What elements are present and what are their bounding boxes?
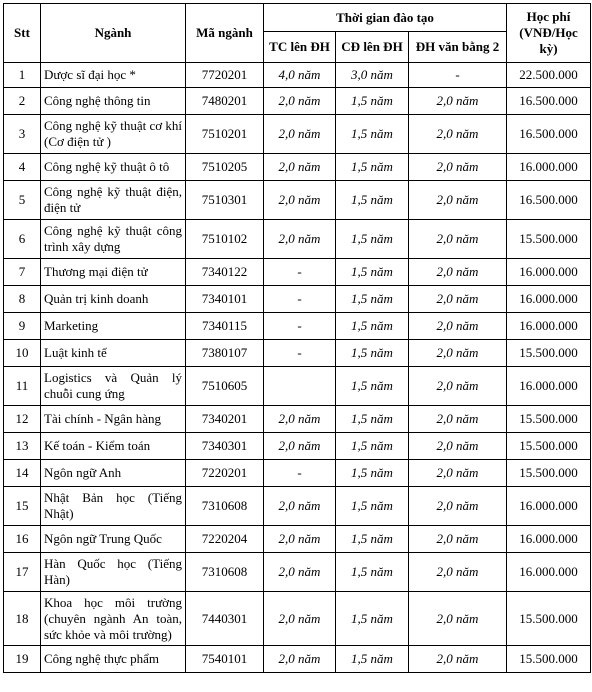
row-ma-nganh: 7340301 (186, 433, 264, 460)
row-ma-nganh: 7340122 (186, 259, 264, 286)
row-cd: 1,5 năm (336, 220, 409, 259)
row-hoc-phi: 15.500.000 (507, 433, 591, 460)
row-tc: 2,0 năm (264, 433, 336, 460)
row-nganh: Quản trị kinh doanh (41, 286, 186, 313)
table-row (4, 115, 591, 154)
table-row (4, 460, 591, 487)
row-nganh: Hàn Quốc học (Tiếng Hàn) (41, 553, 186, 592)
row-nganh: Khoa học môi trường (chuyên ngành An toàn, sức khỏe và môi trường) (41, 592, 186, 646)
row-tc: 2,0 năm (264, 487, 336, 526)
row-cd: 1,5 năm (336, 487, 409, 526)
row-stt: 1 (4, 63, 41, 88)
row-hoc-phi: 16.000.000 (507, 154, 591, 181)
header-hoc-phi: Học phí (VNĐ/Học kỳ) (507, 4, 591, 63)
tuition-table (3, 3, 591, 673)
row-tc: 2,0 năm (264, 115, 336, 154)
row-hoc-phi: 15.500.000 (507, 340, 591, 367)
row-ma-nganh: 7310608 (186, 553, 264, 592)
row-nganh: Kế toán - Kiểm toán (41, 433, 186, 460)
table-body (4, 63, 591, 673)
row-dh: - (409, 63, 507, 88)
table-row (4, 433, 591, 460)
row-hoc-phi: 16.000.000 (507, 286, 591, 313)
row-stt: 15 (4, 487, 41, 526)
row-hoc-phi: 15.500.000 (507, 406, 591, 433)
row-tc: - (264, 340, 336, 367)
header-tc: TC lên ĐH (264, 32, 336, 63)
header-dh: ĐH văn bằng 2 (409, 32, 507, 63)
row-nganh: Logistics và Quản lý chuỗi cung ứng (41, 367, 186, 406)
row-nganh: Nhật Bản học (Tiếng Nhật) (41, 487, 186, 526)
row-nganh: Công nghệ kỹ thuật công trình xây dựng (41, 220, 186, 259)
row-ma-nganh: 7480201 (186, 88, 264, 115)
row-nganh: Luật kinh tế (41, 340, 186, 367)
header-stt: Stt (4, 4, 41, 63)
row-cd: 1,5 năm (336, 340, 409, 367)
row-hoc-phi: 15.500.000 (507, 592, 591, 646)
row-stt: 17 (4, 553, 41, 592)
row-tc: 2,0 năm (264, 553, 336, 592)
row-cd: 1,5 năm (336, 313, 409, 340)
row-nganh: Thương mại điện tử (41, 259, 186, 286)
row-tc (264, 367, 336, 406)
row-nganh: Công nghệ kỹ thuật ô tô (41, 154, 186, 181)
row-dh: 2,0 năm (409, 181, 507, 220)
row-cd: 1,5 năm (336, 115, 409, 154)
table-row (4, 286, 591, 313)
row-tc: 2,0 năm (264, 88, 336, 115)
row-cd: 1,5 năm (336, 592, 409, 646)
row-cd: 1,5 năm (336, 553, 409, 592)
row-hoc-phi: 15.500.000 (507, 220, 591, 259)
row-stt: 7 (4, 259, 41, 286)
row-nganh: Ngôn ngữ Trung Quốc (41, 526, 186, 553)
table-row (4, 259, 591, 286)
row-dh: 2,0 năm (409, 154, 507, 181)
header-cd: CĐ lên ĐH (336, 32, 409, 63)
row-cd: 1,5 năm (336, 460, 409, 487)
row-ma-nganh: 7380107 (186, 340, 264, 367)
row-hoc-phi: 16.000.000 (507, 553, 591, 592)
row-cd: 1,5 năm (336, 646, 409, 673)
row-stt: 12 (4, 406, 41, 433)
table-row (4, 526, 591, 553)
row-ma-nganh: 7510301 (186, 181, 264, 220)
row-tc: 2,0 năm (264, 526, 336, 553)
row-cd: 1,5 năm (336, 259, 409, 286)
row-dh: 2,0 năm (409, 460, 507, 487)
row-stt: 4 (4, 154, 41, 181)
row-cd: 1,5 năm (336, 526, 409, 553)
row-nganh: Công nghệ thực phẩm (41, 646, 186, 673)
row-dh: 2,0 năm (409, 592, 507, 646)
header-thoi-gian: Thời gian đào tạo (264, 4, 507, 32)
row-tc: 2,0 năm (264, 592, 336, 646)
row-cd: 1,5 năm (336, 286, 409, 313)
row-dh: 2,0 năm (409, 313, 507, 340)
row-nganh: Marketing (41, 313, 186, 340)
row-ma-nganh: 7540101 (186, 646, 264, 673)
row-cd: 1,5 năm (336, 88, 409, 115)
row-stt: 13 (4, 433, 41, 460)
row-stt: 9 (4, 313, 41, 340)
row-dh: 2,0 năm (409, 487, 507, 526)
row-hoc-phi: 15.500.000 (507, 460, 591, 487)
row-stt: 11 (4, 367, 41, 406)
row-tc: 2,0 năm (264, 181, 336, 220)
row-nganh: Công nghệ thông tin (41, 88, 186, 115)
row-nganh: Ngôn ngữ Anh (41, 460, 186, 487)
row-cd: 1,5 năm (336, 181, 409, 220)
row-hoc-phi: 15.500.000 (507, 646, 591, 673)
row-ma-nganh: 7340201 (186, 406, 264, 433)
row-dh: 2,0 năm (409, 88, 507, 115)
row-cd: 1,5 năm (336, 433, 409, 460)
row-tc: 4,0 năm (264, 63, 336, 88)
table-row (4, 592, 591, 646)
row-stt: 19 (4, 646, 41, 673)
row-stt: 6 (4, 220, 41, 259)
row-hoc-phi: 16.500.000 (507, 88, 591, 115)
row-ma-nganh: 7220204 (186, 526, 264, 553)
row-nganh: Công nghệ kỹ thuật điện, điện tử (41, 181, 186, 220)
row-hoc-phi: 16.000.000 (507, 259, 591, 286)
table-row (4, 181, 591, 220)
table-row (4, 487, 591, 526)
row-hoc-phi: 16.500.000 (507, 181, 591, 220)
row-nganh: Dược sĩ đại học * (41, 63, 186, 88)
row-hoc-phi: 16.000.000 (507, 487, 591, 526)
row-tc: 2,0 năm (264, 406, 336, 433)
row-dh: 2,0 năm (409, 433, 507, 460)
row-hoc-phi: 16.000.000 (507, 526, 591, 553)
row-stt: 14 (4, 460, 41, 487)
row-nganh: Tài chính - Ngân hàng (41, 406, 186, 433)
row-ma-nganh: 7340115 (186, 313, 264, 340)
row-dh: 2,0 năm (409, 553, 507, 592)
table-row (4, 646, 591, 673)
row-dh: 2,0 năm (409, 406, 507, 433)
row-dh: 2,0 năm (409, 286, 507, 313)
row-ma-nganh: 7510102 (186, 220, 264, 259)
table-row (4, 367, 591, 406)
row-dh: 2,0 năm (409, 259, 507, 286)
row-nganh: Công nghệ kỹ thuật cơ khí (Cơ điện tử ) (41, 115, 186, 154)
row-ma-nganh: 7220201 (186, 460, 264, 487)
row-dh: 2,0 năm (409, 367, 507, 406)
row-hoc-phi: 16.000.000 (507, 367, 591, 406)
row-ma-nganh: 7440301 (186, 592, 264, 646)
row-stt: 3 (4, 115, 41, 154)
row-hoc-phi: 16.500.000 (507, 115, 591, 154)
row-stt: 18 (4, 592, 41, 646)
row-ma-nganh: 7340101 (186, 286, 264, 313)
row-ma-nganh: 7310608 (186, 487, 264, 526)
row-ma-nganh: 7510201 (186, 115, 264, 154)
row-tc: - (264, 286, 336, 313)
header-nganh: Ngành (41, 4, 186, 63)
row-dh: 2,0 năm (409, 526, 507, 553)
row-ma-nganh: 7510605 (186, 367, 264, 406)
table-row (4, 88, 591, 115)
row-tc: 2,0 năm (264, 646, 336, 673)
table-row (4, 406, 591, 433)
table-row (4, 313, 591, 340)
row-tc: - (264, 259, 336, 286)
row-stt: 10 (4, 340, 41, 367)
row-stt: 2 (4, 88, 41, 115)
table-row (4, 63, 591, 88)
row-tc: - (264, 313, 336, 340)
row-hoc-phi: 22.500.000 (507, 63, 591, 88)
row-cd: 1,5 năm (336, 406, 409, 433)
row-dh: 2,0 năm (409, 340, 507, 367)
row-hoc-phi: 16.000.000 (507, 313, 591, 340)
table-row (4, 154, 591, 181)
row-stt: 5 (4, 181, 41, 220)
row-ma-nganh: 7510205 (186, 154, 264, 181)
row-stt: 8 (4, 286, 41, 313)
row-tc: 2,0 năm (264, 220, 336, 259)
row-dh: 2,0 năm (409, 115, 507, 154)
header-ma-nganh: Mã ngành (186, 4, 264, 63)
row-tc: 2,0 năm (264, 154, 336, 181)
row-ma-nganh: 7720201 (186, 63, 264, 88)
row-dh: 2,0 năm (409, 220, 507, 259)
table-row (4, 553, 591, 592)
row-cd: 1,5 năm (336, 367, 409, 406)
row-cd: 1,5 năm (336, 154, 409, 181)
table-row (4, 340, 591, 367)
row-dh: 2,0 năm (409, 646, 507, 673)
row-cd: 3,0 năm (336, 63, 409, 88)
row-tc: - (264, 460, 336, 487)
row-stt: 16 (4, 526, 41, 553)
table-row (4, 220, 591, 259)
